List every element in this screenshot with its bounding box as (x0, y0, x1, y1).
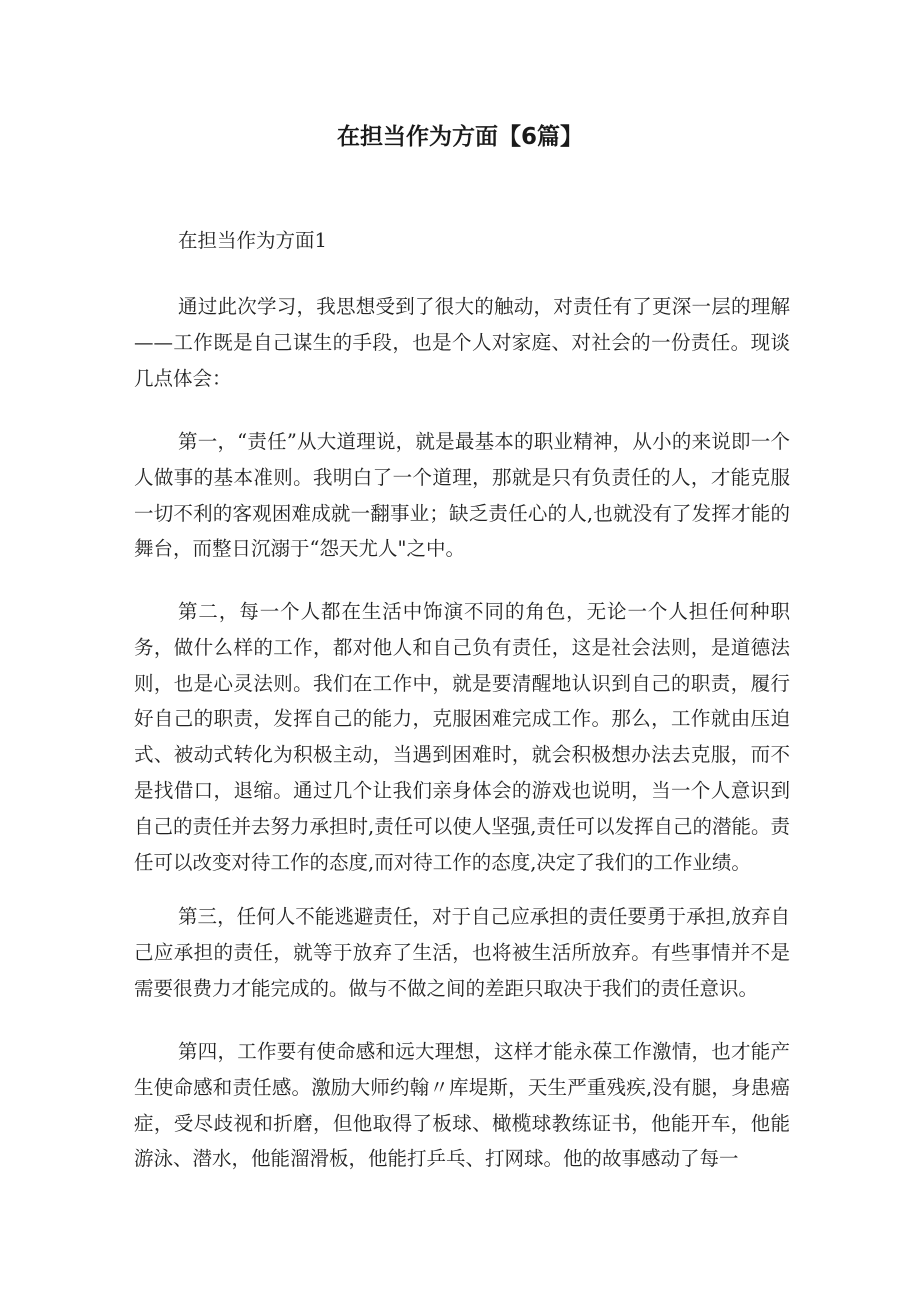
paragraph-intro: 通过此次学习，我思想受到了很大的触动，对责任有了更深一层的理解——工作既是自己谋生的手段，也是个人对家庭、对社会的一份责任。现谈几点体会： (134, 295, 790, 390)
document-title: 在担当作为方面【6篇】 (336, 124, 583, 150)
paragraph-point-three: 第三，任何人不能逃避责任，对于自己应承担的责任要勇于承担,放弃自己应承担的责任，就等于放弃了生活，也将被生活所放弃。有些事情并不是需要很费力才能完成的。做与不做之间的差距只取决于我们的责任意识。 (134, 905, 790, 1000)
paragraph-point-one: 第一，“责任”从大道理说，就是最基本的职业精神，从小的来说即一个人做事的基本准则。我明白了一个道理，那就是只有负责任的人，才能克服一切不利的客观困难成就一翻事业；缺乏责任心的人,也就没有了发挥才能的舞台，而整日沉溺于“怨天尤人"之中。 (134, 430, 790, 561)
section-heading: 在担当作为方面1 (178, 229, 327, 252)
paragraph-point-four: 第四，工作要有使命感和远大理想，这样才能永葆工作激情，也才能产生使命感和责任感。激励大师约翰〃库堤斯，天生严重残疾,没有腿，身患癌症，受尽歧视和折磨，但他取得了板球、橄榄球教练证书，他能开车，他能游泳、潜水，他能溜滑板，他能打乒乓、打网球。他的故事感动了每一 (134, 1040, 790, 1171)
paragraph-point-two: 第二，每一个人都在生活中饰演不同的角色，无论一个人担任何种职务，做什么样的工作，都对他人和自己负有责任，这是社会法则，是道德法则，也是心灵法则。我们在工作中，就是要清醒地认识到自己的职责，履行好自己的职责，发挥自己的能力，克服困难完成工作。那么，工作就由压迫式、被动式转化为积极主动，当遇到困难时，就会积极想办法去克服，而不是找借口，退缩。通过几个让我们亲身体会的游戏也说明，当一个人意识到自己的责任并去努力承担时,责任可以使人坚强,责任可以发挥自己的潜能。责任可以改变对待工作的态度,而对待工作的态度,决定了我们的工作业绩。 (134, 600, 790, 874)
